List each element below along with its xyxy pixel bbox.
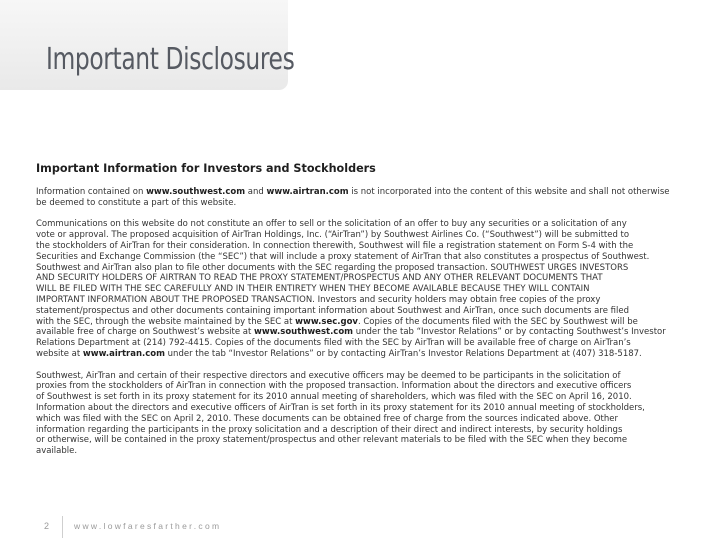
p2-text-4: under the tab “Investor Relations” or by contacting AirTran’s Investor Relations Department at (407) 318-5187. xyxy=(164,348,642,359)
section-heading: Important Information for Investors and Stockholders xyxy=(36,162,376,175)
p1-text-3: is not incorporated into the content of this website and shall not otherwise be deemed to constitute a part of this website. xyxy=(36,187,670,208)
footer-url[interactable]: www.lowfaresfarther.com xyxy=(74,521,222,531)
page-number: 2 xyxy=(44,521,50,531)
southwest-url-2[interactable]: www.southwest.com xyxy=(254,327,354,338)
airtran-url[interactable]: www.airtran.com xyxy=(266,187,349,197)
airtran-url-2[interactable]: www.airtran.com xyxy=(82,348,165,359)
sec-url[interactable]: www.sec.gov xyxy=(295,316,358,327)
p2-text-1: Communications on this website do not constitute an offer to sell or the solicitation of an offer to buy any securities or a solicitation of any vote or approval. The proposed acquisition of AirTran Holdings, Inc. (“AirTran”) by Southwest Airlines Co. (“Southwest”) will be submitted to the stockholders of AirTran for their consideration. In connection therewith, Southwest will file a registration statement on Form S-4 with the Securities and Exchange Commission (the “SEC”) that will include a proxy statement of AirTran that also constitutes a prospectus of Southwest. Southwest and AirTran also plan to file other documents with the SEC regarding the proposed transaction. SOUTHWEST URGES INVESTORS AND SECURITY HOLDERS OF AIRTRAN TO READ THE PROXY STATEMENT/PROSPECTUS AND ANY OTHER RELEVANT DOCUMENTS THAT WILL BE FILED WITH THE SEC CAREFULLY AND IN THEIR ENTIRETY WHEN THEY BECOME AVAILABLE BECAUSE THEY WILL CONTAIN IMPORTANT INFORMATION ABOUT THE PROPOSED TRANSACTION. Investors and security holders may obtain free copies of the proxy statement/prospectus and other documents containing important information about Southwest and AirTran, once such documents are filed with the SEC, through the website maintained by the SEC at xyxy=(36,219,650,327)
p1-text-1: Information contained on xyxy=(36,187,147,197)
p2-text-3: under the tab “Investor Relations” or by contacting Southwest’s Investor Relations Department at (214) 792-4415. Copies of the documents filed with the SEC by AirTran will be available free of charge on AirTran’s website at xyxy=(36,327,666,359)
disclosure-content xyxy=(36,162,680,468)
southwest-url[interactable]: www.southwest.com xyxy=(146,187,246,197)
paragraph-participants: Southwest, AirTran and certain of their respective directors and executive officers may be deemed to be participants in the solicitation of proxies from the stockholders of AirTran in connection with the proposed transaction. Information about the directors and executive officers of Southwest is set forth in its proxy statement for its 2010 annual meeting of shareholders, which was filed with the SEC on April 16, 2010. Information about the directors and executive officers of AirTran is set forth in its proxy statement for its 2010 annual meeting of stockholders, which was filed with the SEC on April 2, 2010. These documents can be obtained free of charge from the sources indicated above. Other information regarding the participants in the proxy solicitation and a description of their direct and indirect interests, by security holdings or otherwise, will be contained in the proxy statement/prospectus and other relevant materials to be filed with the SEC when they become available. xyxy=(36,370,645,457)
title-panel xyxy=(0,0,295,90)
p2-text-2: . Copies of the documents filed with the SEC by Southwest will be available free of charge on Southwest’s website at xyxy=(36,316,638,338)
p1-text-2: and xyxy=(245,187,267,197)
footer-divider xyxy=(62,516,63,538)
paragraph-website-content xyxy=(36,187,680,209)
page-title: Important Disclosures xyxy=(46,42,295,77)
paragraph-communications xyxy=(36,219,680,359)
